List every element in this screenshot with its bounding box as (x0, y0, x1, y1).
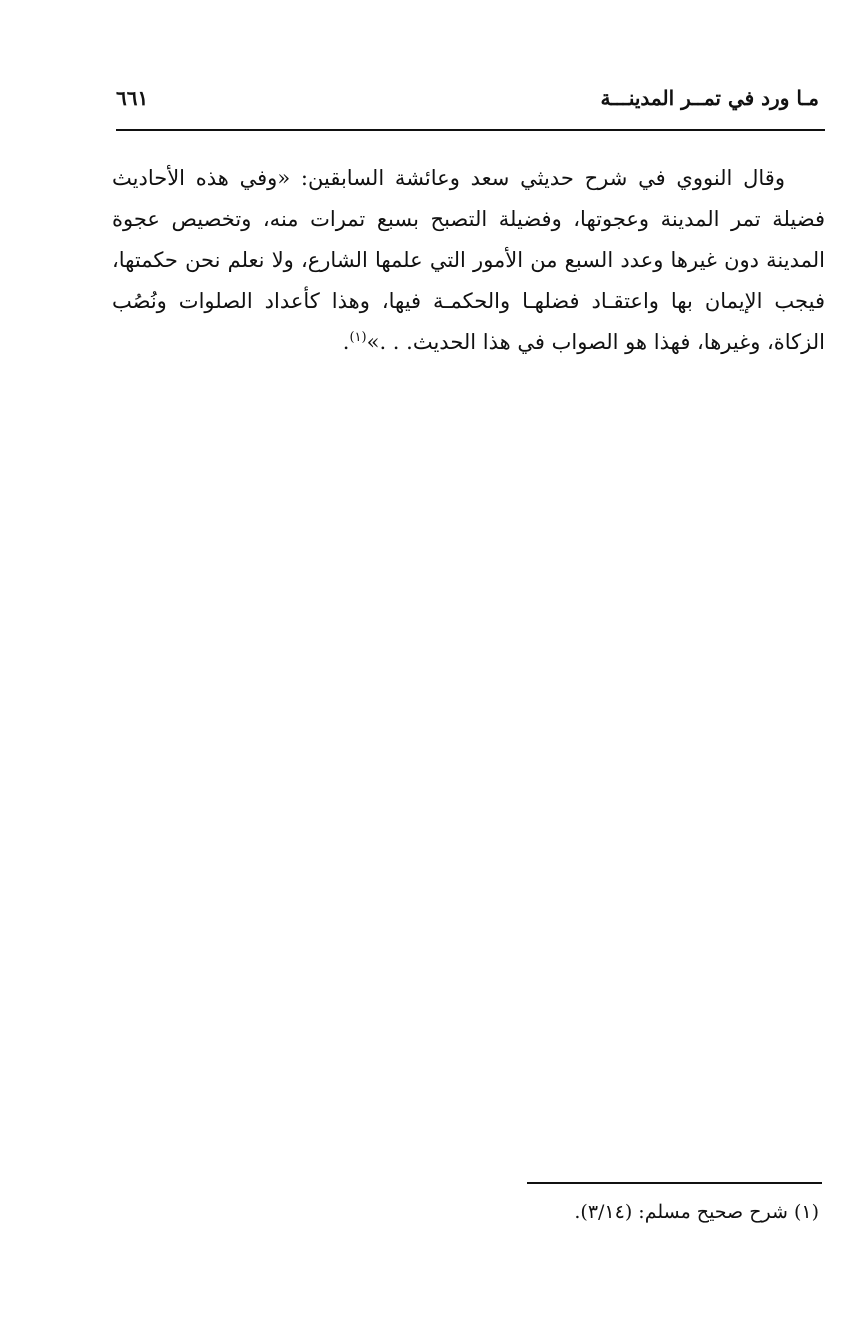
body-paragraph (112, 158, 825, 363)
paragraph-end-mark: . (342, 330, 350, 354)
footnote-reference[interactable]: (١) (349, 330, 367, 345)
header-rule (116, 129, 825, 131)
running-title: مـا ورد في تمــر المدينـــة (600, 86, 819, 110)
main-text (112, 158, 825, 363)
footnote-separator (527, 1182, 822, 1184)
page-number: ٦٦١ (116, 86, 149, 110)
footnote: (١) شرح صحيح مسلم: (٣/١٤). (574, 1201, 819, 1223)
running-header (116, 82, 819, 122)
paragraph-text: وقال النووي في شرح حديثي سعد وعائشة السابقين: «وفي هذه الأحاديث فضيلة تمر المدينة وعجوتها، وفضيلة التصبح بسبع تمرات منه، وتخصيص عجوة المدينة دون غيرها وعدد السبع من الأمور التي علمها الشارع، ولا نعلم نحن حكمتها، فيجب الإيمان بها واعتقـاد فضلهـا والحكمـة فيها، وهذا كأعداد الصلوات ونُصُب الزكاة، وغيرها، فهذا هو الصواب في هذا الحديث. . .» (112, 166, 825, 354)
